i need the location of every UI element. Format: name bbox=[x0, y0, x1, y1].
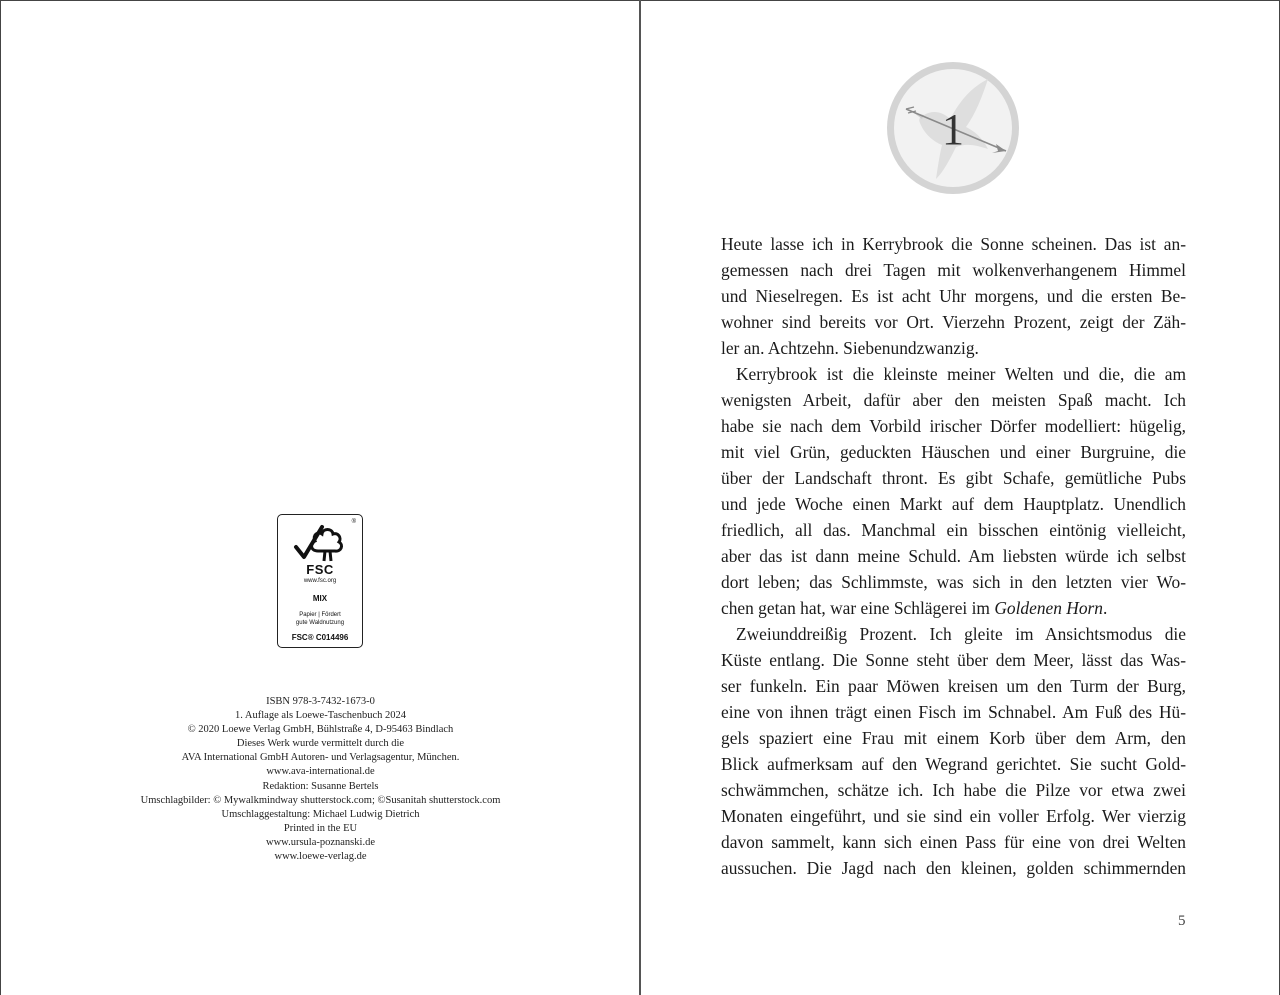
imprint-printed: Printed in the EU bbox=[283, 822, 358, 834]
text-line: und jede Woche einen Markt auf dem Hauptplatz. Unendlich bbox=[721, 494, 1186, 514]
text-line: mit viel Grün, geduckten Häuschen und einer Burgruine, die bbox=[721, 442, 1186, 462]
imprint-agency: AVA International GmbH Autoren- und Verlagsagentur, München. bbox=[181, 752, 460, 764]
fsc-brand: FSC bbox=[306, 562, 334, 577]
text-line: über der Landschaft thront. Es gibt Schafe, gemütliche Pubs bbox=[721, 468, 1186, 488]
imprint-cover-images: Umschlagbilder: © Mywalkmindway shutterstock.com; ©Susanitah shutterstock.com bbox=[140, 794, 501, 806]
imprint bbox=[1, 695, 640, 864]
text-line: schwämmchen, schätze ich. Ich habe die Pilze vor etwa zwei bbox=[721, 780, 1186, 800]
paragraph-3 bbox=[721, 621, 1186, 881]
text-line: dort leben; das Schlimmste, was sich in den letzten vier Wo- bbox=[721, 572, 1186, 592]
text-line: Blick aufmerksam auf den Wegrand gerichtet. Sie sucht Gold- bbox=[721, 754, 1186, 774]
page-number: 5 bbox=[1178, 913, 1186, 929]
text-line: aussuchen. Die Jagd nach den kleinen, golden schimmernden bbox=[721, 858, 1186, 878]
text-line: eine von ihnen trägt einen Fisch im Schnabel. Am Fuß des Hü- bbox=[721, 702, 1186, 722]
text-line: Monaten eingeführt, und sie sind ein voller Erfolg. Wer vierzig bbox=[721, 806, 1186, 826]
text-line: Kerrybrook ist die kleinste meiner Welten und die, die am bbox=[736, 364, 1186, 384]
chapter-text bbox=[721, 231, 1186, 881]
text-line: ler an. Achtzehn. Siebenundzwanzig. bbox=[721, 338, 979, 358]
registered-mark: ® bbox=[351, 519, 356, 525]
chapter-emblem bbox=[884, 61, 1022, 195]
text-line bbox=[721, 595, 1186, 621]
text-line: Heute lasse ich in Kerrybrook die Sonne scheinen. Das ist an- bbox=[721, 234, 1186, 254]
pub-name: Goldenen Horn bbox=[994, 598, 1103, 618]
imprint-editor: Redaktion: Susanne Bertels bbox=[262, 780, 379, 792]
left-page bbox=[0, 0, 639, 995]
fsc-claim-line: gute Waldnutzung bbox=[295, 620, 345, 626]
chapter-number: 1 bbox=[942, 104, 964, 154]
paragraph-1 bbox=[721, 231, 1186, 361]
text-fragment: chen getan hat, war eine Schlägerei im bbox=[721, 598, 995, 618]
imprint-author-url: www.ursula-poznanski.de bbox=[266, 836, 375, 848]
text-line: aber das ist dann meine Schuld. Am liebsten würde ich selbst bbox=[721, 546, 1186, 566]
imprint-line: Dieses Werk wurde vermittelt durch die bbox=[236, 738, 405, 750]
text-line: Zweiunddreißig Prozent. Ich gleite im Ansichtsmodus die bbox=[736, 624, 1186, 644]
right-page bbox=[641, 0, 1280, 995]
fsc-license-code: FSC® C014496 bbox=[291, 633, 349, 642]
imprint-isbn: ISBN 978-3-7432-1673-0 bbox=[266, 696, 375, 707]
text-line: wenigsten Arbeit, dafür aber den meisten Spaß macht. Ich bbox=[721, 390, 1186, 410]
imprint-edition: 1. Auflage als Loewe-Taschenbuch 2024 bbox=[235, 710, 406, 722]
fsc-logo bbox=[277, 514, 363, 648]
paragraph-2 bbox=[721, 361, 1186, 621]
fsc-claim-line: Papier | Fördert bbox=[299, 612, 341, 618]
imprint-agency-url: www.ava-international.de bbox=[266, 766, 375, 778]
text-line: davon sammelt, kann sich einen Pass für eine von drei Welten bbox=[721, 832, 1186, 852]
fsc-tree-check-icon bbox=[292, 521, 348, 565]
imprint-copyright: © 2020 Loewe Verlag GmbH, Bühlstraße 4, D-95463 Bindlach bbox=[187, 724, 454, 736]
text-line: gemessen nach drei Tagen mit wolkenverhangenem Himmel bbox=[721, 260, 1186, 280]
text-line: habe sie nach dem Vorbild irischer Dörfer modelliert: hügelig, bbox=[721, 416, 1186, 436]
text-line: wohner sind bereits vor Ort. Vierzehn Prozent, zeigt der Zäh- bbox=[721, 312, 1186, 332]
fsc-url: www.fsc.org bbox=[303, 578, 337, 584]
text-line: Küste entlang. Die Sonne steht über dem Meer, lässt das Was- bbox=[721, 650, 1186, 670]
text-line: gels spaziert eine Frau mit einem Korb über dem Arm, den bbox=[721, 728, 1186, 748]
text-line: und Nieselregen. Es ist acht Uhr morgens, und die ersten Be- bbox=[721, 286, 1186, 306]
fsc-claim bbox=[278, 611, 362, 627]
imprint-cover-design: Umschlaggestaltung: Michael Ludwig Dietrich bbox=[221, 808, 420, 820]
text-line: ser funkeln. Ein paar Möwen kreisen um den Turm der Burg, bbox=[721, 676, 1186, 696]
fsc-mix-label: MIX bbox=[312, 594, 328, 603]
imprint-publisher-url: www.loewe-verlag.de bbox=[274, 851, 367, 863]
text-line: friedlich, all das. Manchmal ein bisschen eintönig vielleicht, bbox=[721, 520, 1186, 540]
text-fragment: . bbox=[1103, 598, 1108, 618]
